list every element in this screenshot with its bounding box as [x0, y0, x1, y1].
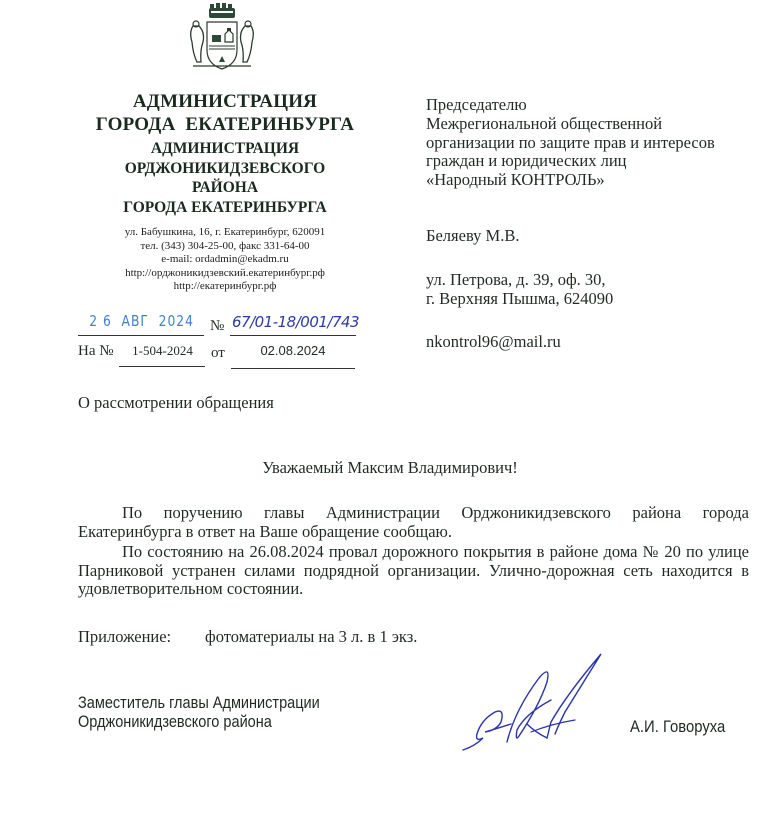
addressee-line: граждан и юридических лиц	[426, 151, 627, 171]
sender-website: http://екатеринбург.рф	[173, 280, 277, 293]
addressee-line: организации по защите прав и интересов	[426, 132, 715, 152]
reply-date-underline	[231, 368, 355, 369]
addressee-block	[426, 96, 715, 190]
department-title-line: АДМИНИСТРАЦИЯ	[150, 140, 300, 157]
salutation: Уважаемый Максим Владимирович!	[262, 458, 518, 477]
org-title-line: ГОРОДА ЕКАТЕРИНБУРГА	[95, 114, 355, 135]
addressee-address	[426, 271, 613, 309]
signatory-name: А.И. Говоруха	[630, 718, 726, 736]
sender-address: ул. Бабушкина, 16, г. Екатеринбург, 620091	[124, 226, 326, 238]
letterhead-contacts	[80, 226, 370, 294]
addressee-line: «Народный КОНТРОЛЬ»	[426, 170, 605, 190]
department-title-line: ОРДЖОНИКИДЗЕВСКОГО	[124, 159, 326, 177]
sender-website: http://орджоникидзевский.екатеринбург.рф	[125, 266, 325, 279]
letter-subject: О рассмотрении обращения	[78, 393, 274, 412]
addressee-street: ул. Петрова, д. 39, оф. 30,	[426, 270, 606, 289]
department-title-line: РАЙОНА	[191, 179, 259, 196]
sender-email: e-mail: ordadmin@ekadm.ru	[161, 253, 289, 266]
reply-number-label: На №	[78, 343, 114, 359]
addressee-name: Беляеву М.В.	[426, 226, 520, 245]
body-paragraph: По поручению главы Администрации Орджоникидзевского района города Екатеринбурга в ответ на Ваше обращение сообщаю.	[78, 503, 749, 541]
reply-number-underline	[119, 366, 205, 367]
attachment-description: фотоматериалы на 3 л. в 1 экз.	[205, 627, 418, 646]
reply-date: 02.08.2024	[260, 343, 326, 358]
registration-date-stamp: 2 6 АВГ 2024	[89, 312, 194, 330]
reply-from-label: от	[211, 345, 225, 361]
department-title	[80, 139, 370, 217]
sender-phone: тел. (343) 304-25-00, факс 331-64-00	[140, 239, 310, 252]
department-title-line: ГОРОДА ЕКАТЕРИНБУРГА	[123, 198, 327, 216]
addressee-line: Председателю	[426, 95, 527, 114]
coat-of-arms-icon	[183, 2, 261, 76]
date-underline	[78, 335, 204, 336]
body-paragraph: По состоянию на 26.08.2024 провал дорожного покрытия в районе дома № 20 по улице Парниковой устранен силами подрядной организации. Улично-дорожная сеть находится в удовлетворительном состоянии.	[78, 542, 749, 598]
org-title-line: АДМИНИСТРАЦИЯ	[132, 91, 318, 112]
addressee-email: nkontrol96@mail.ru	[426, 332, 561, 351]
number-underline	[230, 335, 356, 336]
handwritten-signature-icon	[455, 650, 605, 755]
number-label: №	[210, 318, 225, 334]
signatory-position-line: Заместитель главы Администрации	[78, 694, 320, 712]
addressee-city: г. Верхняя Пышма, 624090	[426, 288, 614, 308]
addressee-line: Межрегиональной общественной	[426, 113, 663, 133]
reply-number: 1-504-2024	[132, 343, 193, 358]
registration-number: 67/01-18/001/743	[232, 313, 360, 331]
signatory-position	[78, 694, 320, 732]
signatory-position-line: Орджоникидзевского района	[78, 713, 272, 731]
org-title	[80, 90, 370, 136]
attachment-label: Приложение:	[78, 627, 172, 646]
